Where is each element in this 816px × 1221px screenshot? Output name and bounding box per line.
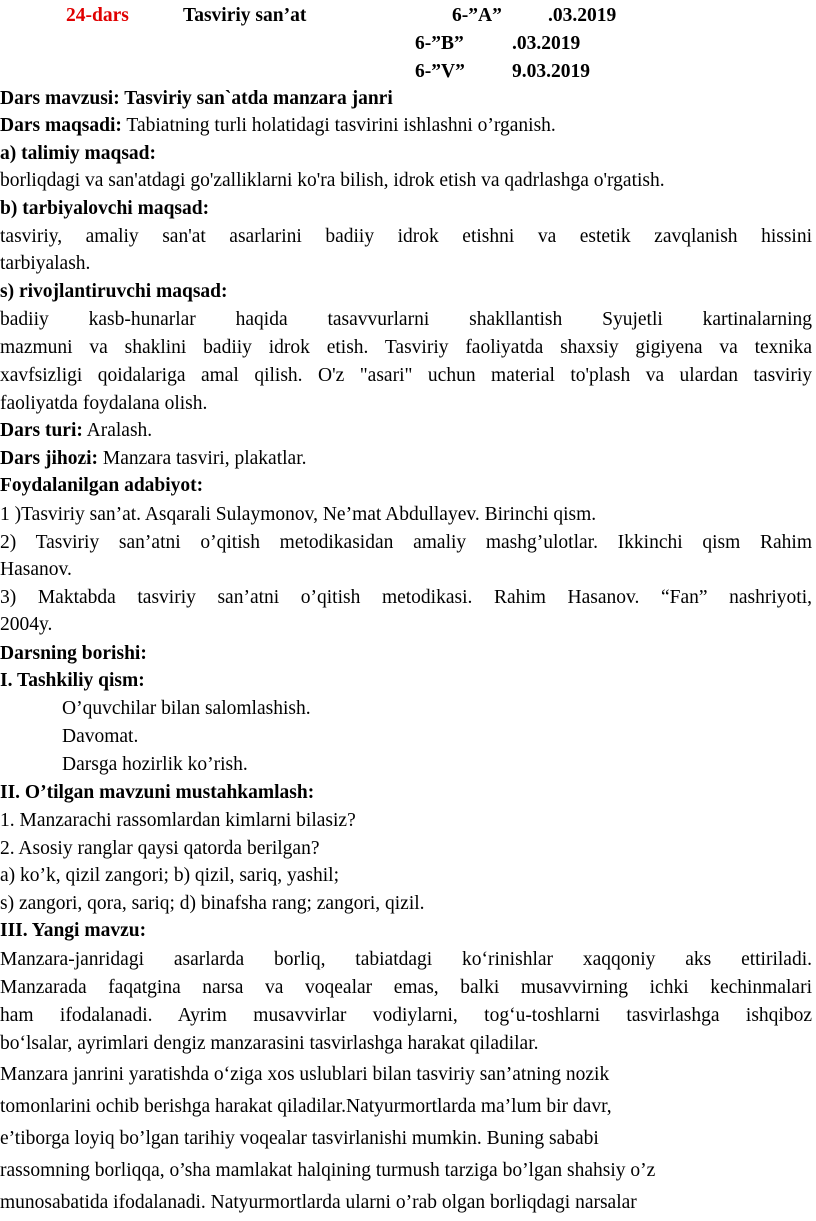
section-3-line-3: ham ifodalanadi. Ayrim musavvirlar vodiylarni, tog‘u-toshlarni tasvirlashga ishqiboz — [0, 1005, 812, 1026]
goal-a-label: a) talimiy maqsad: — [0, 143, 156, 164]
lesson-goal — [0, 113, 556, 139]
section-3-line-8: rassomning borliqqa, o’sha mamlakat halqining turmush tarziga bo’lgan shahsiy o’z — [0, 1160, 656, 1181]
goal-s-label: s) rivojlantiruvchi maqsad: — [0, 281, 228, 302]
section-3-line-9: munosabatida ifodalanadi. Natyurmortlarda ularni o’rab olgan borliqdagi narsalar — [0, 1192, 637, 1213]
type-value: Aralash. — [82, 420, 153, 441]
progress-title: Darsning borishi: — [0, 643, 147, 664]
section-2-line-3: a) ko’k, qizil zangori; b) qizil, sariq, yashil; — [0, 865, 339, 886]
class-a: 6-”A” — [452, 5, 502, 26]
section-1-item-2: Davomat. — [62, 726, 139, 747]
lesson-topic — [0, 86, 393, 112]
lesson-type — [0, 418, 152, 444]
literature-line-5: 2004y. — [0, 614, 53, 635]
section-3-line-1: Manzara-janridagi asarlarda borliq, tabiatdagi ko‘rinishlar xaqqoniy aks ettiriladi. — [0, 949, 812, 970]
section-3-line-2: Manzarada faqatgina narsa va voqealar emas, balki musavvirning ichki kechinmalari — [0, 977, 812, 998]
goal-a-text: borliqdagi va san'atdagi go'zalliklarni ko'ra bilish, idrok etish va qadrlashga o'rgatish. — [0, 170, 665, 191]
equipment-label: Dars jihozi: — [0, 448, 99, 469]
goal-b-line-1: tasviriy, amaliy san'at asarlarini badiiy idrok etishni va estetik zavqlanish hissini — [0, 226, 812, 247]
topic-value: Tasviriy san`atda manzara janri — [124, 88, 393, 109]
class-v-date: 9.03.2019 — [512, 61, 590, 82]
goal-value: Tabiatning turli holatidagi tasvirini ishlashni o’rganish. — [126, 115, 556, 136]
section-1-title: I. Tashkiliy qism: — [0, 670, 145, 691]
goal-s-line-4: faoliyatda foydalana olish. — [0, 393, 208, 414]
goal-b-label: b) tarbiyalovchi maqsad: — [0, 198, 210, 219]
section-3-line-7: e’tiborga loyiq bo’lgan tarihiy voqealar tasvirlanishi mumkin. Buning sababi — [0, 1128, 599, 1149]
goal-b-line-2: tarbiyalash. — [0, 253, 91, 274]
goal-s-line-1: badiiy kasb-hunarlar haqida tasavvurlarni shakllantish Syujetli kartinalarning — [0, 309, 812, 330]
literature-line-4: 3) Maktabda tasviriy san’atni o’qitish metodikasi. Rahim Hasanov. “Fan” nashriyoti, — [0, 587, 812, 608]
goal-s-line-2: mazmuni va shaklini badiiy idrok etish. Tasviriy faoliyatda shaxsiy gigiyena va texnika — [0, 337, 812, 358]
class-b: 6-”B” — [415, 33, 464, 54]
literature-line-2: 2) Tasviriy san’atni o’qitish metodikasidan amaliy mashg’ulotlar. Ikkinchi qism Rahim — [0, 532, 812, 553]
subject-title: Tasviriy san’at — [183, 5, 307, 26]
section-3-line-5: Manzara janrini yaratishda o‘ziga xos uslublari bilan tasviriy san’atning nozik — [0, 1064, 610, 1085]
section-2-line-1: 1. Manzarachi rassomlardan kimlarni bilasiz? — [0, 810, 356, 831]
lesson-number: 24-dars — [66, 5, 129, 26]
section-2-line-4: s) zangori, qora, sariq; d) binafsha rang; zangori, qizil. — [0, 893, 425, 914]
lesson-equipment — [0, 446, 307, 472]
equipment-value: Manzara tasviri, plakatlar. — [98, 448, 307, 469]
class-b-date: .03.2019 — [512, 33, 581, 54]
section-1-item-1: O’quvchilar bilan salomlashish. — [62, 698, 311, 719]
literature-line-1: 1 )Tasviriy san’at. Asqarali Sulaymonov, Ne’mat Abdullayev. Birinchi qism. — [0, 504, 597, 525]
section-2-title: II. O’tilgan mavzuni mustahkamlash: — [0, 782, 315, 803]
section-3-line-4: bo‘lsalar, ayrimlari dengiz manzarasini tasvirlashga harakat qiladilar. — [0, 1033, 539, 1054]
section-2-line-2: 2. Asosiy ranglar qaysi qatorda berilgan? — [0, 838, 320, 859]
literature-label: Foydalanilgan adabiyot: — [0, 475, 204, 496]
class-a-date: .03.2019 — [548, 5, 617, 26]
class-v: 6-”V” — [415, 61, 465, 82]
section-3-line-6: tomonlarini ochib berishga harakat qiladilar.Natyurmortlarda ma’lum bir davr, — [0, 1096, 612, 1117]
section-3-title: III. Yangi mavzu: — [0, 920, 147, 941]
goal-s-line-3: xavfsizligi qoidalariga amal qilish. O'z "asari" uchun material to'plash va ulardan tasviriy — [0, 365, 812, 386]
goal-label: Dars maqsadi: — [0, 115, 122, 136]
type-label: Dars turi: — [0, 420, 83, 441]
section-1-item-3: Darsga hozirlik ko’rish. — [62, 754, 248, 775]
topic-label: Dars mavzusi: — [0, 88, 120, 109]
literature-line-3: Hasanov. — [0, 559, 72, 580]
